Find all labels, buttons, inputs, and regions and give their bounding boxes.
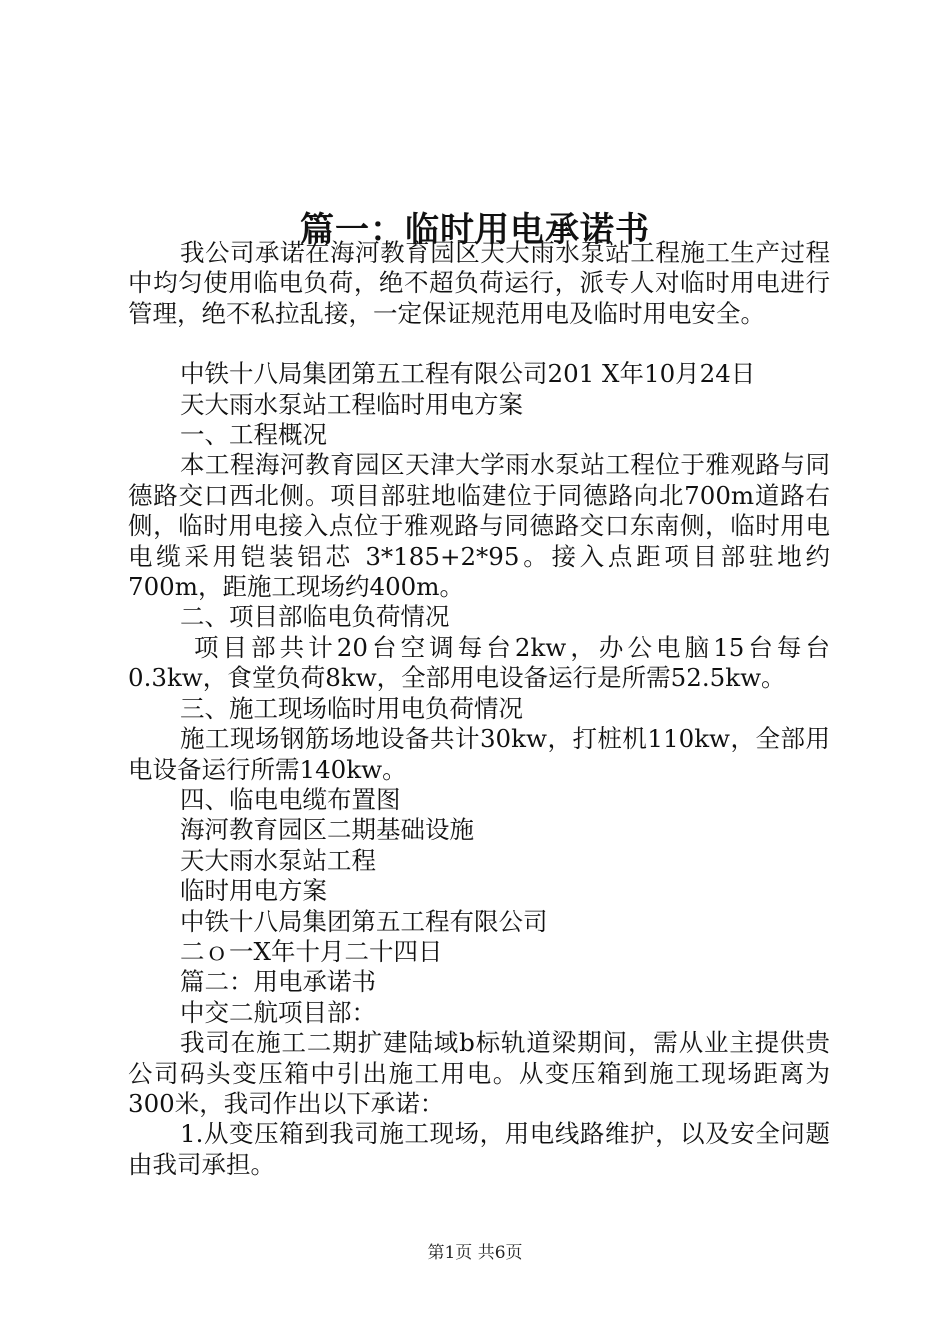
signature-date-line: 中铁十八局集团第五工程有限公司201 X年10月24日 [180,359,756,389]
overview-paragraph: 本工程海河教育园区天津大学雨水泵站工程位于雅观路与同德路交口西北侧。项目部驻地临建位于同德路向北700m道路右侧，临时用电接入点位于雅观路与同德路交口东南侧，临时用电电缆采用铠装铝芯 3*185+2*95。接入点距项目部驻地约700m，距施工现场约400m。 [128,450,830,602]
document-body [128,238,830,1180]
commitment-paragraph: 我公司承诺在海河教育园区天大雨水泵站工程施工生产过程中均匀使用临电负荷，绝不超负荷运行，派专人对临时用电进行管理，绝不私拉乱接，一定保证规范用电及临时用电安全。 [128,238,830,328]
section-heading-part-two: 篇二：用电承诺书 [180,967,376,997]
cover-line-station: 天大雨水泵站工程 [180,845,376,875]
cover-line-date: 二ｏ一X年十月二十四日 [180,936,443,966]
page-number-footer: 第1页 共6页 [427,1243,523,1263]
section-heading-site-load: 三、施工现场临时用电负荷情况 [180,693,523,723]
addressee-line: 中交二航项目部： [180,997,376,1027]
cover-line-plan: 临时用电方案 [180,876,327,906]
cover-line-project: 海河教育园区二期基础设施 [180,815,474,845]
office-load-paragraph: 项目部共计20台空调每台2kw，办公电脑15台每台0.3kw，食堂负荷8kw，全部用电设备运行是所需52.5kw。 [128,632,830,693]
part-two-paragraph: 我司在施工二期扩建陆域b标轨道梁期间，需从业主提供贵公司码头变压箱中引出施工用电。从变压箱到施工现场距离为300米，我司作出以下承诺： [128,1028,830,1118]
plan-title-line: 天大雨水泵站工程临时用电方案 [180,389,523,419]
section-heading-overview: 一、工程概况 [180,420,327,450]
document-title: 篇一：临时用电承诺书 [300,209,650,250]
section-heading-cable-layout: 四、临电电缆布置图 [180,784,401,814]
section-heading-office-load: 二、项目部临电负荷情况 [180,602,450,632]
commitment-item-1: 1.从变压箱到我司施工现场，用电线路维护，以及安全问题由我司承担。 [128,1119,830,1179]
paragraph-gap [128,329,830,359]
cover-line-company: 中铁十八局集团第五工程有限公司 [180,906,548,936]
site-load-paragraph: 施工现场钢筋场地设备共计30kw，打桩机110kw，全部用电设备运行所需140kw。 [128,724,830,784]
